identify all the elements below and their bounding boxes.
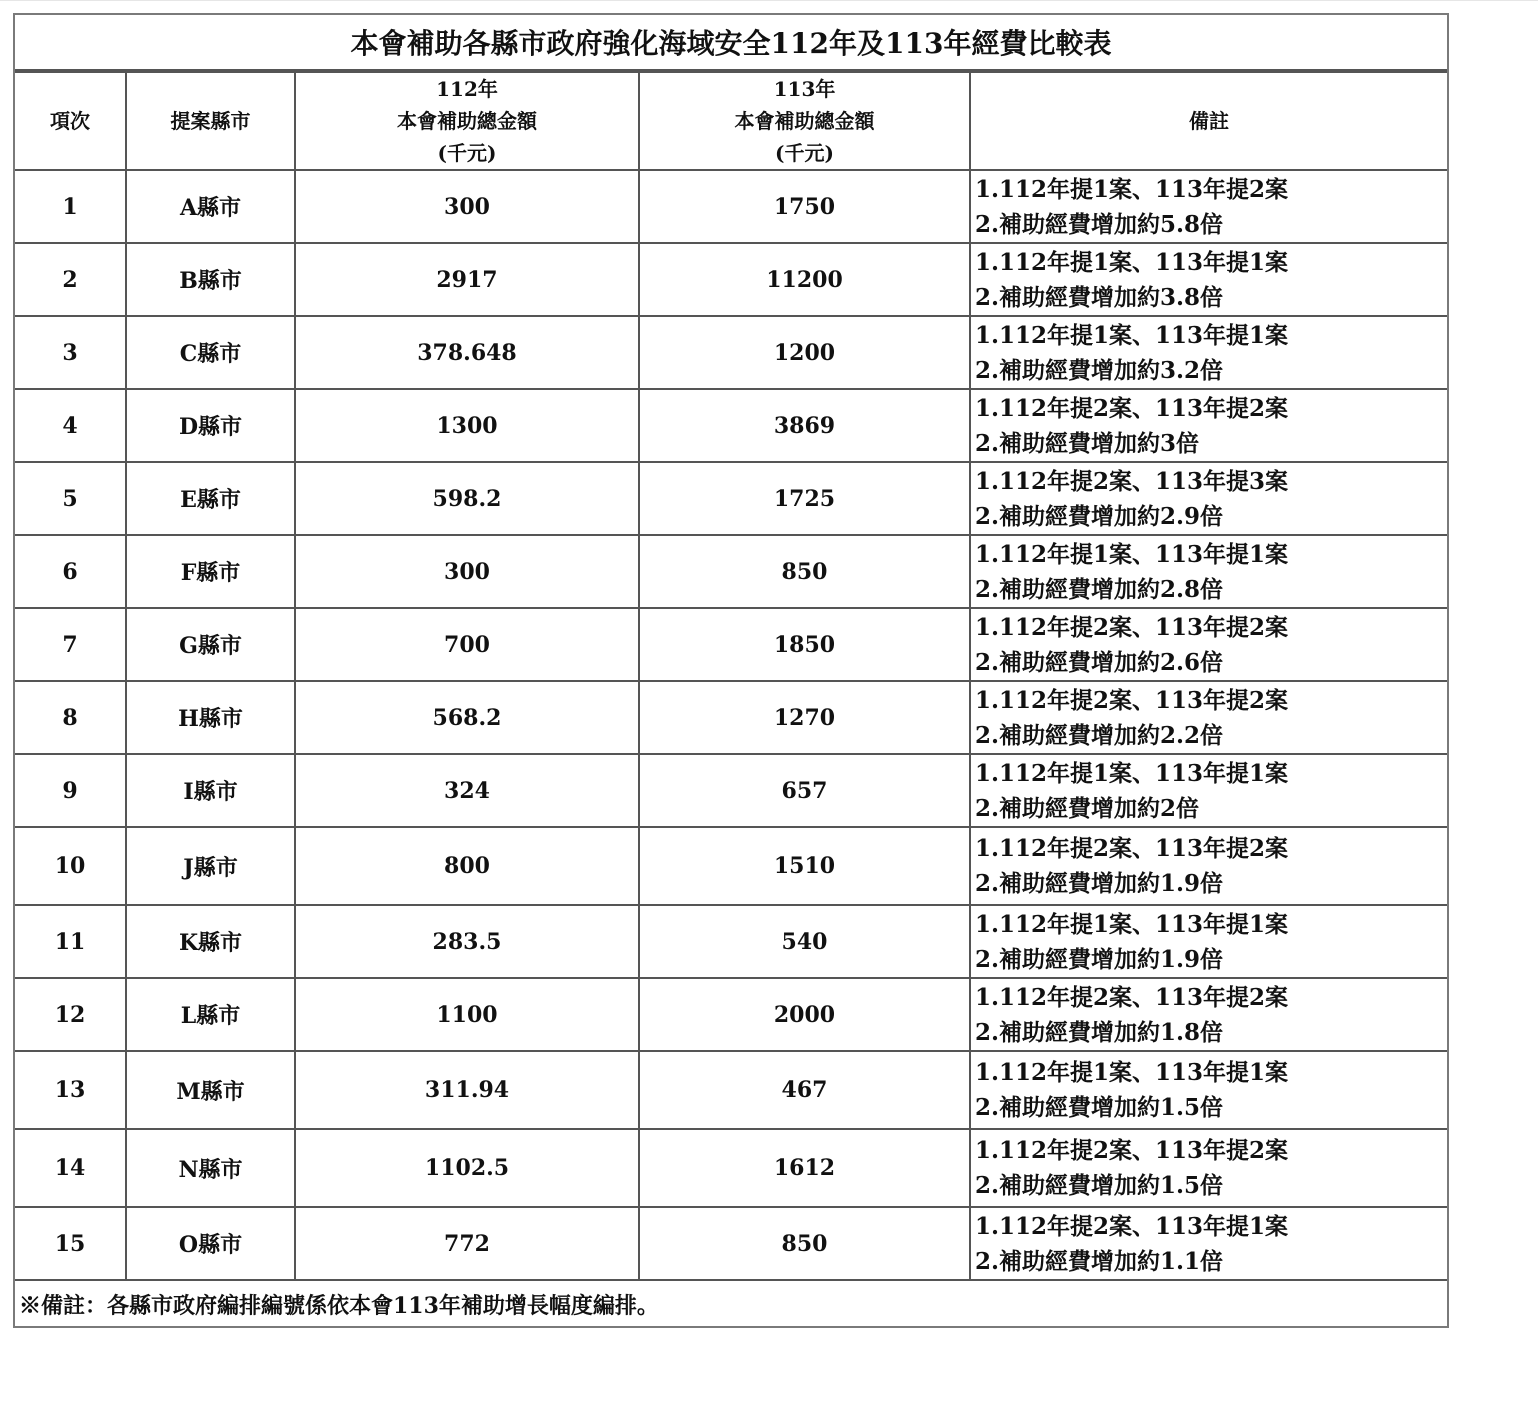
cell-112-amount: 1102.5 (295, 1129, 639, 1207)
header-item-no: 項次 (15, 72, 126, 170)
cell-113-amount: 657 (639, 754, 970, 827)
remark-line: 1.112年提2案、113年提1案 (975, 1212, 1289, 1240)
cell-remarks (970, 389, 1447, 462)
header-112-line: 112年 (436, 77, 498, 101)
cell-county: A縣市 (126, 170, 295, 243)
cell-112-amount: 283.5 (295, 905, 639, 978)
table-row (15, 681, 1447, 754)
remark-line: 1.112年提2案、113年提2案 (975, 394, 1289, 422)
remark-line: 2.補助經費增加約2.8倍 (975, 575, 1224, 603)
document-title: 本會補助各縣市政府強化海域安全112年及113年經費比較表 (15, 15, 1447, 71)
window-top-border (0, 0, 1538, 1)
header-113-line: (千元) (775, 141, 834, 165)
footnote-row (15, 1280, 1447, 1327)
cell-remarks (970, 827, 1447, 905)
remark-line: 1.112年提1案、113年提1案 (975, 540, 1289, 568)
cell-county: O縣市 (126, 1207, 295, 1280)
cell-item-no: 14 (15, 1129, 126, 1207)
remark-line: 1.112年提2案、113年提2案 (975, 983, 1289, 1011)
cell-county: E縣市 (126, 462, 295, 535)
table-row (15, 389, 1447, 462)
header-remarks: 備註 (970, 72, 1447, 170)
table-row (15, 1051, 1447, 1129)
table-row (15, 1207, 1447, 1280)
cell-113-amount: 2000 (639, 978, 970, 1051)
cell-item-no: 1 (15, 170, 126, 243)
cell-item-no: 3 (15, 316, 126, 389)
cell-113-amount: 467 (639, 1051, 970, 1129)
table-row (15, 754, 1447, 827)
cell-113-amount: 850 (639, 535, 970, 608)
cell-113-amount: 1612 (639, 1129, 970, 1207)
cell-remarks (970, 608, 1447, 681)
cell-112-amount: 772 (295, 1207, 639, 1280)
remark-line: 1.112年提1案、113年提1案 (975, 1059, 1289, 1086)
header-113-line: 113年 (773, 77, 836, 101)
header-113-line: 本會補助總金額 (734, 109, 875, 133)
cell-113-amount: 11200 (639, 243, 970, 316)
header-113-amount (639, 72, 970, 170)
cell-remarks (970, 1129, 1447, 1207)
table-row (15, 535, 1447, 608)
cell-remarks (970, 978, 1447, 1051)
table-row (15, 608, 1447, 681)
cell-remarks (970, 905, 1447, 978)
remark-line: 1.112年提1案、113年提1案 (975, 321, 1289, 349)
remark-line: 2.補助經費增加約1.9倍 (975, 945, 1224, 973)
cell-county: G縣市 (126, 608, 295, 681)
cell-112-amount: 300 (295, 170, 639, 243)
remark-line: 2.補助經費增加約5.8倍 (975, 210, 1224, 238)
cell-county: K縣市 (126, 905, 295, 978)
comparison-document (13, 13, 1449, 1328)
cell-county: L縣市 (126, 978, 295, 1051)
cell-112-amount: 568.2 (295, 681, 639, 754)
remark-line: 1.112年提2案、113年提2案 (975, 613, 1289, 641)
cell-remarks (970, 535, 1447, 608)
table-row (15, 827, 1447, 905)
cell-item-no: 15 (15, 1207, 126, 1280)
cell-county: M縣市 (126, 1051, 295, 1129)
cell-item-no: 5 (15, 462, 126, 535)
cell-112-amount: 1100 (295, 978, 639, 1051)
remark-line: 2.補助經費增加約1.1倍 (975, 1247, 1224, 1275)
cell-113-amount: 1510 (639, 827, 970, 905)
cell-remarks (970, 316, 1447, 389)
cell-112-amount: 2917 (295, 243, 639, 316)
remark-line: 2.補助經費增加約1.9倍 (975, 870, 1224, 897)
cell-112-amount: 378.648 (295, 316, 639, 389)
cell-remarks (970, 1207, 1447, 1280)
remark-line: 2.補助經費增加約1.5倍 (975, 1172, 1224, 1199)
cell-remarks (970, 681, 1447, 754)
cell-113-amount: 1750 (639, 170, 970, 243)
cell-112-amount: 324 (295, 754, 639, 827)
remark-line: 2.補助經費增加約1.8倍 (975, 1018, 1224, 1046)
cell-county: B縣市 (126, 243, 295, 316)
cell-113-amount: 1725 (639, 462, 970, 535)
remark-line: 1.112年提1案、113年提1案 (975, 759, 1289, 787)
header-112-line: 本會補助總金額 (397, 109, 537, 133)
cell-113-amount: 1200 (639, 316, 970, 389)
table-row (15, 905, 1447, 978)
cell-remarks (970, 462, 1447, 535)
remark-line: 1.112年提2案、113年提3案 (975, 467, 1289, 495)
footnote: ※備註：各縣市政府編排編號係依本會113年補助增長幅度編排。 (15, 1280, 1447, 1327)
cell-item-no: 4 (15, 389, 126, 462)
cell-remarks (970, 170, 1447, 243)
cell-113-amount: 850 (639, 1207, 970, 1280)
cell-item-no: 7 (15, 608, 126, 681)
remark-line: 1.112年提1案、113年提2案 (975, 175, 1289, 203)
cell-113-amount: 1850 (639, 608, 970, 681)
cell-item-no: 6 (15, 535, 126, 608)
header-county: 提案縣市 (126, 72, 295, 170)
cell-113-amount: 1270 (639, 681, 970, 754)
cell-item-no: 2 (15, 243, 126, 316)
remark-line: 2.補助經費增加約1.5倍 (975, 1094, 1224, 1121)
remark-line: 1.112年提2案、113年提2案 (975, 835, 1289, 862)
table-header-row (15, 72, 1447, 170)
cell-county: J縣市 (126, 827, 295, 905)
remark-line: 1.112年提1案、113年提1案 (975, 910, 1289, 938)
table-row (15, 978, 1447, 1051)
remark-line: 2.補助經費增加約2倍 (975, 794, 1200, 822)
cell-county: C縣市 (126, 316, 295, 389)
cell-county: I縣市 (126, 754, 295, 827)
funding-comparison-table (15, 71, 1447, 1327)
cell-county: N縣市 (126, 1129, 295, 1207)
cell-remarks (970, 754, 1447, 827)
cell-item-no: 11 (15, 905, 126, 978)
header-112-line: (千元) (437, 141, 497, 165)
cell-item-no: 10 (15, 827, 126, 905)
table-row (15, 1129, 1447, 1207)
cell-112-amount: 598.2 (295, 462, 639, 535)
cell-remarks (970, 1051, 1447, 1129)
cell-112-amount: 1300 (295, 389, 639, 462)
cell-remarks (970, 243, 1447, 316)
remark-line: 2.補助經費增加約3.2倍 (975, 356, 1224, 384)
cell-113-amount: 3869 (639, 389, 970, 462)
table-row (15, 462, 1447, 535)
remark-line: 1.112年提1案、113年提1案 (975, 248, 1289, 276)
remark-line: 1.112年提2案、113年提2案 (975, 686, 1289, 714)
cell-112-amount: 300 (295, 535, 639, 608)
cell-112-amount: 700 (295, 608, 639, 681)
table-row (15, 316, 1447, 389)
cell-county: D縣市 (126, 389, 295, 462)
remark-line: 2.補助經費增加約2.9倍 (975, 502, 1224, 530)
cell-item-no: 13 (15, 1051, 126, 1129)
cell-113-amount: 540 (639, 905, 970, 978)
remark-line: 2.補助經費增加約3倍 (975, 429, 1200, 457)
cell-county: F縣市 (126, 535, 295, 608)
cell-item-no: 12 (15, 978, 126, 1051)
cell-112-amount: 800 (295, 827, 639, 905)
header-112-amount (295, 72, 639, 170)
cell-county: H縣市 (126, 681, 295, 754)
table-row (15, 170, 1447, 243)
cell-item-no: 9 (15, 754, 126, 827)
cell-item-no: 8 (15, 681, 126, 754)
remark-line: 1.112年提2案、113年提2案 (975, 1137, 1289, 1164)
remark-line: 2.補助經費增加約2.6倍 (975, 648, 1224, 676)
remark-line: 2.補助經費增加約3.8倍 (975, 283, 1224, 311)
table-row (15, 243, 1447, 316)
remark-line: 2.補助經費增加約2.2倍 (975, 721, 1224, 749)
cell-112-amount: 311.94 (295, 1051, 639, 1129)
